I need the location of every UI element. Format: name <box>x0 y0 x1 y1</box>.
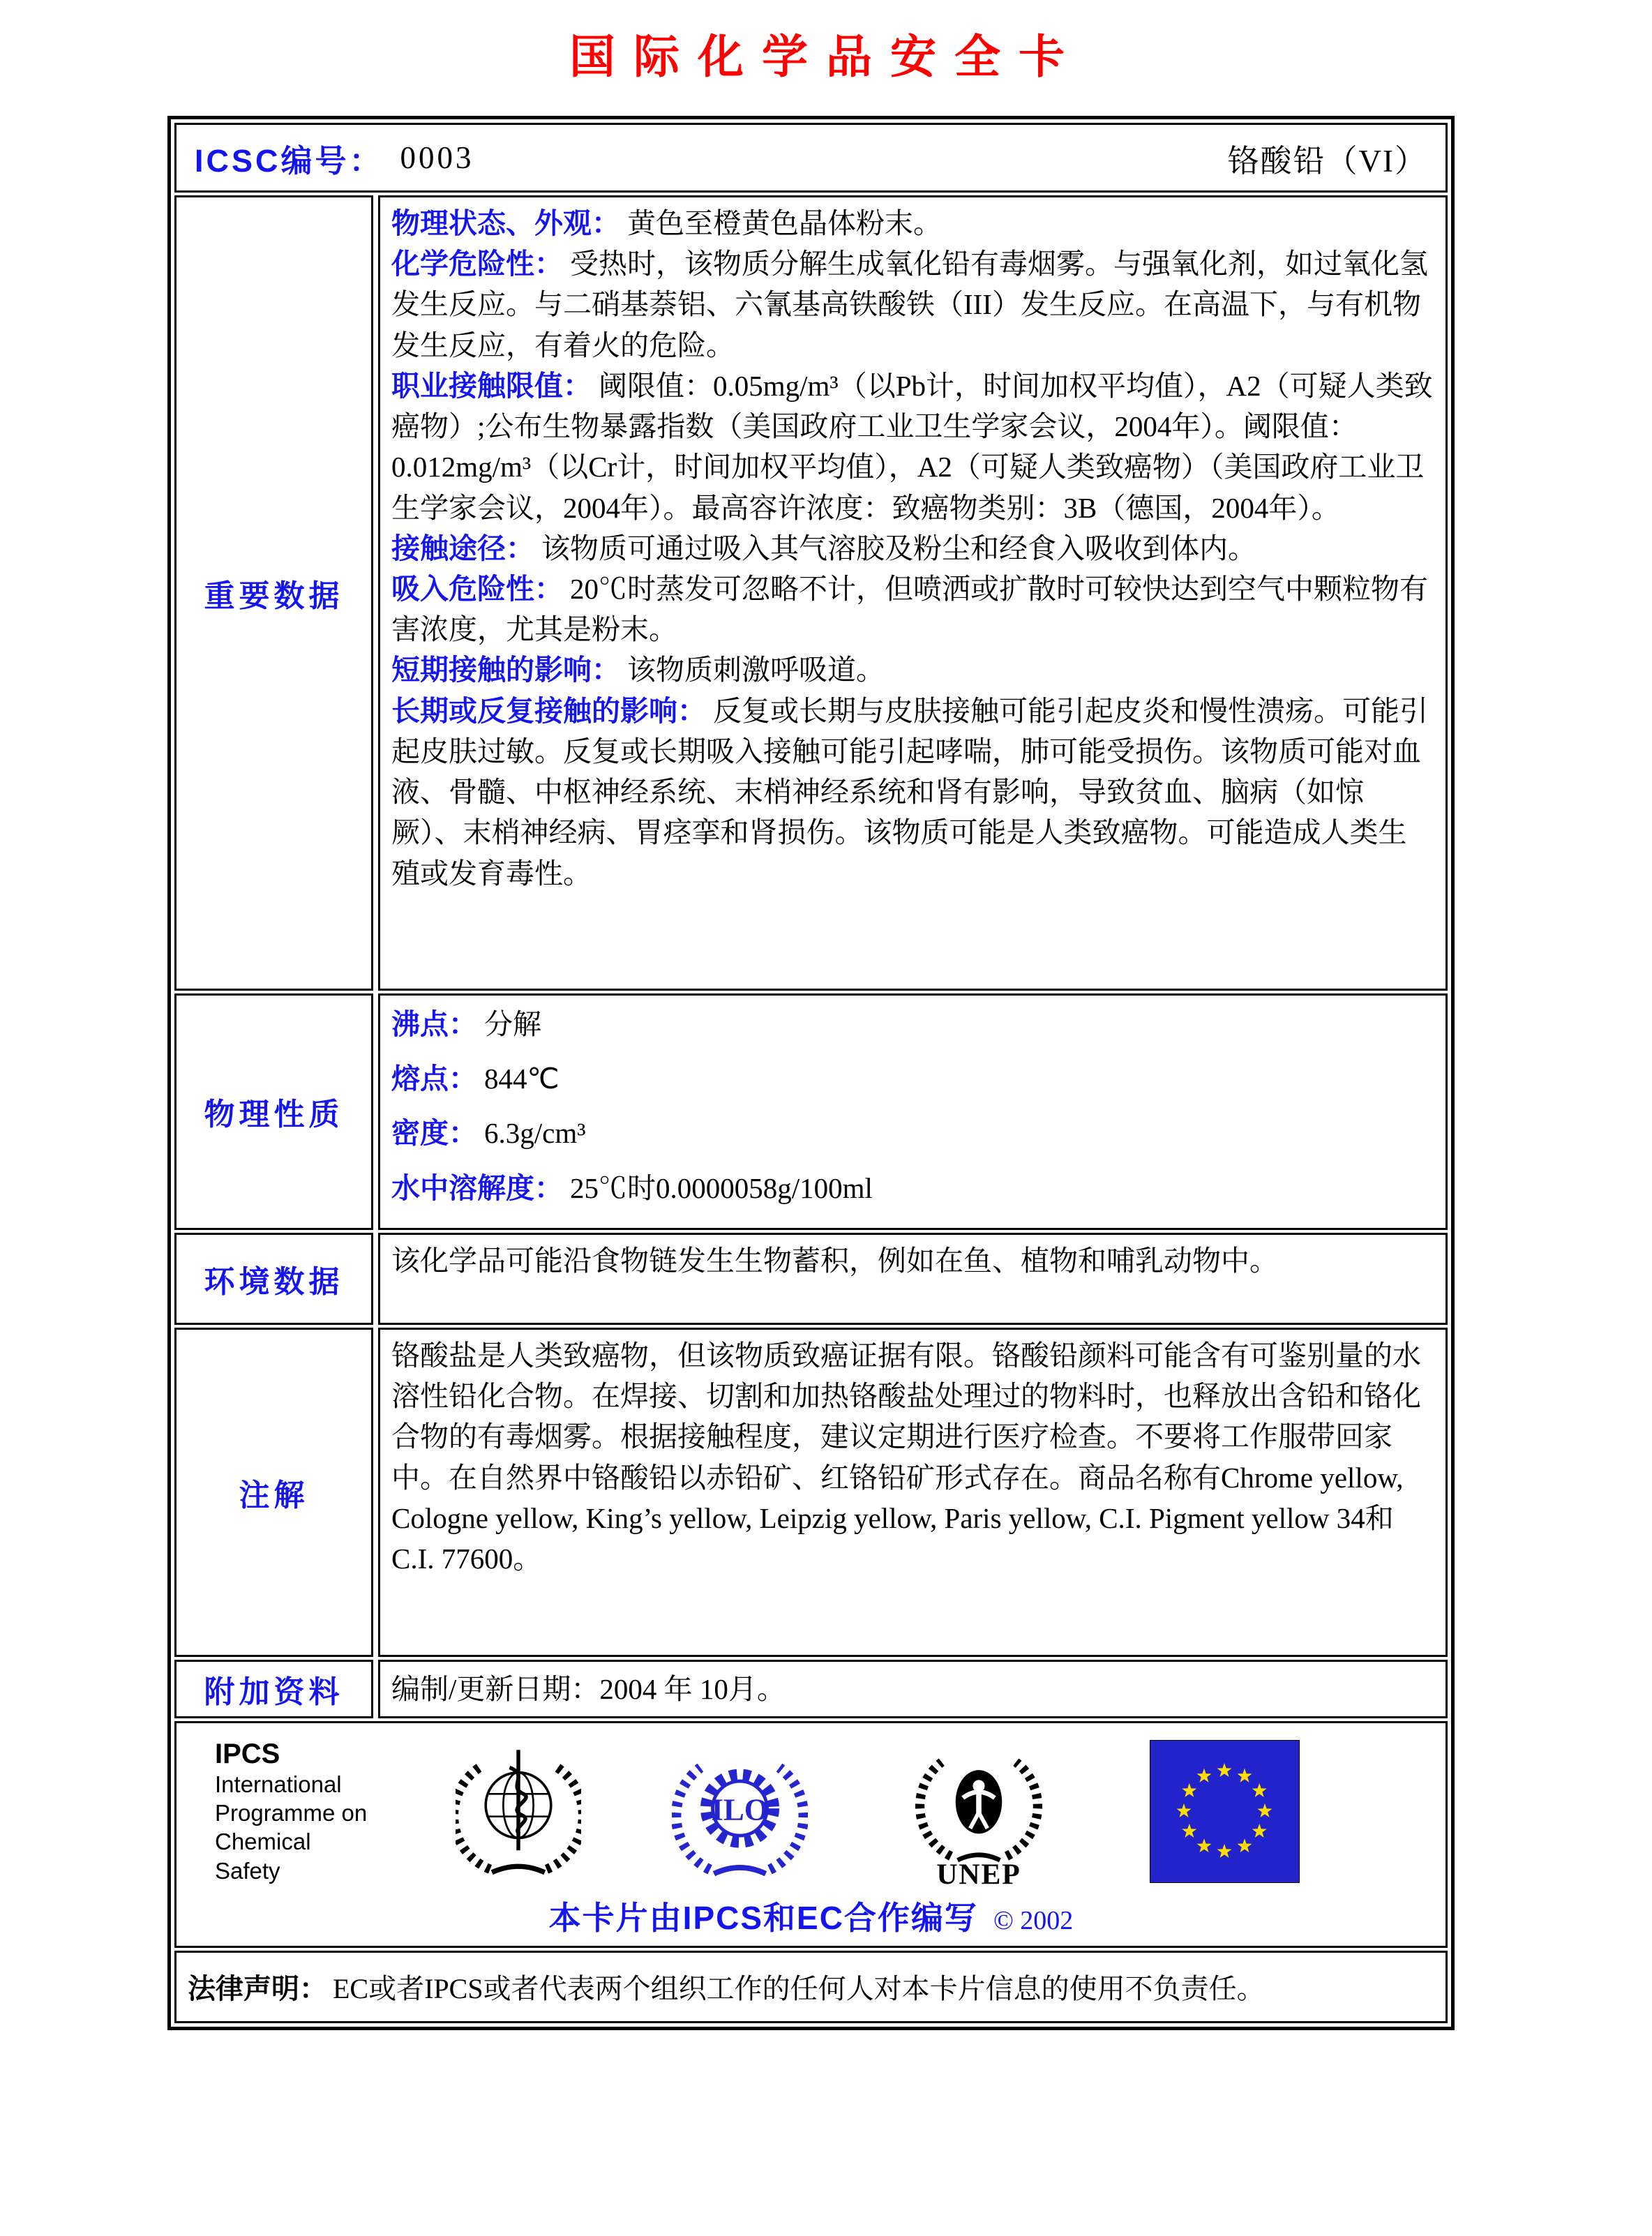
field-exposure-routes <box>391 528 1434 569</box>
copyright-text: © 2002 <box>993 1905 1074 1935</box>
eu-flag-icon <box>1150 1740 1300 1883</box>
field-text: 反复或长期与皮肤接触可能引起皮炎和慢性溃疡。可能引起皮肤过敏。反复或长期吸入接触可能引起哮喘，肺可能受损伤。该物质可能对血液、骨髓、中枢神经系统、末梢神经系统和肾有影响，导致贫血、脑病（如惊厥）、末梢神经病、胃痉挛和肾损伤。该物质可能是人类致癌物。可能造成人类生殖或发育毒性。 <box>391 694 1428 890</box>
field-physical-state <box>391 203 1434 243</box>
ipcs-title: IPCS <box>215 1738 280 1769</box>
credit-text: 本卡片由IPCS和EC合作编写 <box>548 1899 978 1936</box>
prop-water-solubility <box>391 1168 1434 1208</box>
section-row-physical-properties <box>174 993 1448 1230</box>
logos-strip <box>177 1733 1446 1890</box>
ipcs-subtitle-line3: Chemical Safety <box>215 1829 311 1884</box>
ipcs-subtitle-line1: International <box>215 1771 342 1797</box>
field-label: 职业接触限值： <box>391 369 592 402</box>
unep-logo-icon <box>913 1733 1045 1890</box>
field-text: 分解 <box>484 1008 541 1040</box>
ipcs-text-block <box>215 1738 379 1885</box>
field-text: 844℃ <box>484 1063 560 1095</box>
section-label-additional-info: 附加资料 <box>174 1660 373 1718</box>
header-cell <box>174 123 1448 193</box>
field-text: 25℃时0.0000058g/100ml <box>570 1171 873 1204</box>
field-text: 6.3g/cm³ <box>484 1117 586 1150</box>
additional-info-text: 编制/更新日期：2004 年 10月。 <box>391 1672 786 1705</box>
section-content-notes <box>378 1328 1448 1657</box>
field-label: 长期或反复接触的影响： <box>391 694 706 727</box>
icsc-number-value: 0003 <box>400 140 474 175</box>
environmental-text: 该化学品可能沿食物链发生生物蓄积，例如在鱼、植物和哺乳动物中。 <box>391 1244 1278 1277</box>
unep-label: UNEP <box>936 1859 1021 1890</box>
section-label-notes: 注解 <box>174 1328 373 1657</box>
field-text: 20℃时蒸发可忽略不计，但喷洒或扩散时可较快达到空气中颗粒物有害浓度，尤其是粉末。 <box>391 572 1428 646</box>
legal-row <box>174 1951 1448 2023</box>
field-label: 吸入危险性： <box>391 572 563 605</box>
legal-notice-text: EC或者IPCS或者代表两个组织工作的任何人对本卡片信息的使用不负责任。 <box>333 1973 1265 2005</box>
legal-notice-label: 法律声明： <box>188 1974 327 2005</box>
field-label: 密度： <box>391 1117 477 1150</box>
prop-melting-point <box>391 1058 1434 1099</box>
field-inhalation-risk <box>391 569 1434 650</box>
section-content-physical-properties <box>378 993 1448 1230</box>
field-text: 受热时，该物质分解生成氧化铅有毒烟雾。与强氧化剂，如过氧化氢发生反应。与二硝基萘铝、六氰基高铁酸铁（III）发生反应。在高温下，与有机物发生反应，有着火的危险。 <box>391 248 1428 361</box>
section-label-important-data: 重要数据 <box>174 195 373 991</box>
section-label-physical-properties: 物理性质 <box>174 993 373 1230</box>
legal-cell <box>174 1951 1448 2023</box>
icsc-number-group <box>195 135 474 181</box>
header-row <box>174 123 1448 193</box>
field-text: 黄色至橙黄色晶体粉末。 <box>627 207 942 239</box>
section-content-important-data <box>378 195 1448 991</box>
credit-line <box>177 1893 1446 1939</box>
ipcs-subtitle-line2: Programme on <box>215 1800 368 1826</box>
prop-density <box>391 1113 1434 1153</box>
field-label: 物理状态、外观： <box>391 207 620 239</box>
icsc-card-table <box>167 116 1455 2030</box>
who-logo-icon <box>456 1736 581 1886</box>
page-title: 国际化学品安全卡 <box>569 31 1083 82</box>
section-row-environmental-data <box>174 1233 1448 1325</box>
field-text: 该物质刺激呼吸道。 <box>627 654 885 686</box>
logos-cell <box>174 1721 1448 1948</box>
field-label: 接触途径： <box>391 532 534 564</box>
section-label-environmental-data: 环境数据 <box>174 1233 373 1325</box>
field-long-term-effects <box>391 691 1434 894</box>
field-text: 该物质可通过吸入其气溶胶及粉尘和经食入吸收到体内。 <box>541 532 1256 564</box>
field-short-term-effects <box>391 650 1434 690</box>
field-label: 沸点： <box>391 1008 477 1040</box>
field-label: 水中溶解度： <box>391 1171 563 1204</box>
chemical-name: 铬酸铅（VI） <box>1227 143 1427 179</box>
icsc-number-label: ICSC编号： <box>195 142 384 179</box>
section-content-environmental-data <box>378 1233 1448 1325</box>
field-label: 熔点： <box>391 1063 477 1095</box>
prop-boiling-point <box>391 1004 1434 1044</box>
field-chemical-danger <box>391 243 1434 366</box>
section-content-additional-info <box>378 1660 1448 1718</box>
field-label: 短期接触的影响： <box>391 654 620 686</box>
logos-row <box>174 1721 1448 1948</box>
field-label: 化学危险性： <box>391 248 563 280</box>
notes-text: 铬酸盐是人类致癌物，但该物质致癌证据有限。铬酸铅颜料可能含有可鉴别量的水溶性铅化合物。在焊接、切割和加热铬酸盐处理过的物料时，也释放出含铅和铬化合物的有毒烟雾。根据接触程度，建议定期进行医疗检查。不要将工作服带回家中。在自然界中铬酸铅以赤铅矿、红铬铅矿形式存在。商品名称有Chrome yellow, Cologne yellow, King’s yellow, Leipzig yellow, Paris yellow, C.I. Pigment yellow 34和C.I. 77600。 <box>391 1339 1421 1575</box>
section-row-notes <box>174 1328 1448 1657</box>
section-row-additional-info <box>174 1660 1448 1718</box>
field-occupational-limits <box>391 366 1434 528</box>
ilo-letters: ILO <box>711 1792 769 1828</box>
ilo-logo-icon <box>672 1738 808 1884</box>
field-text: 阈限值：0.05mg/m³（以Pb计，时间加权平均值），A2（可疑人类致癌物）;公布生物暴露指数（美国政府工业卫生学家会议，2004年）。阈限值：0.012mg/m³（以Cr计，时间加权平均值），A2（可疑人类致癌物）（美国政府工业卫生学家会议，2004年）。最高容许浓度：致癌物类别：3B（德国，2004年）。 <box>391 369 1433 524</box>
section-row-important-data <box>174 195 1448 991</box>
